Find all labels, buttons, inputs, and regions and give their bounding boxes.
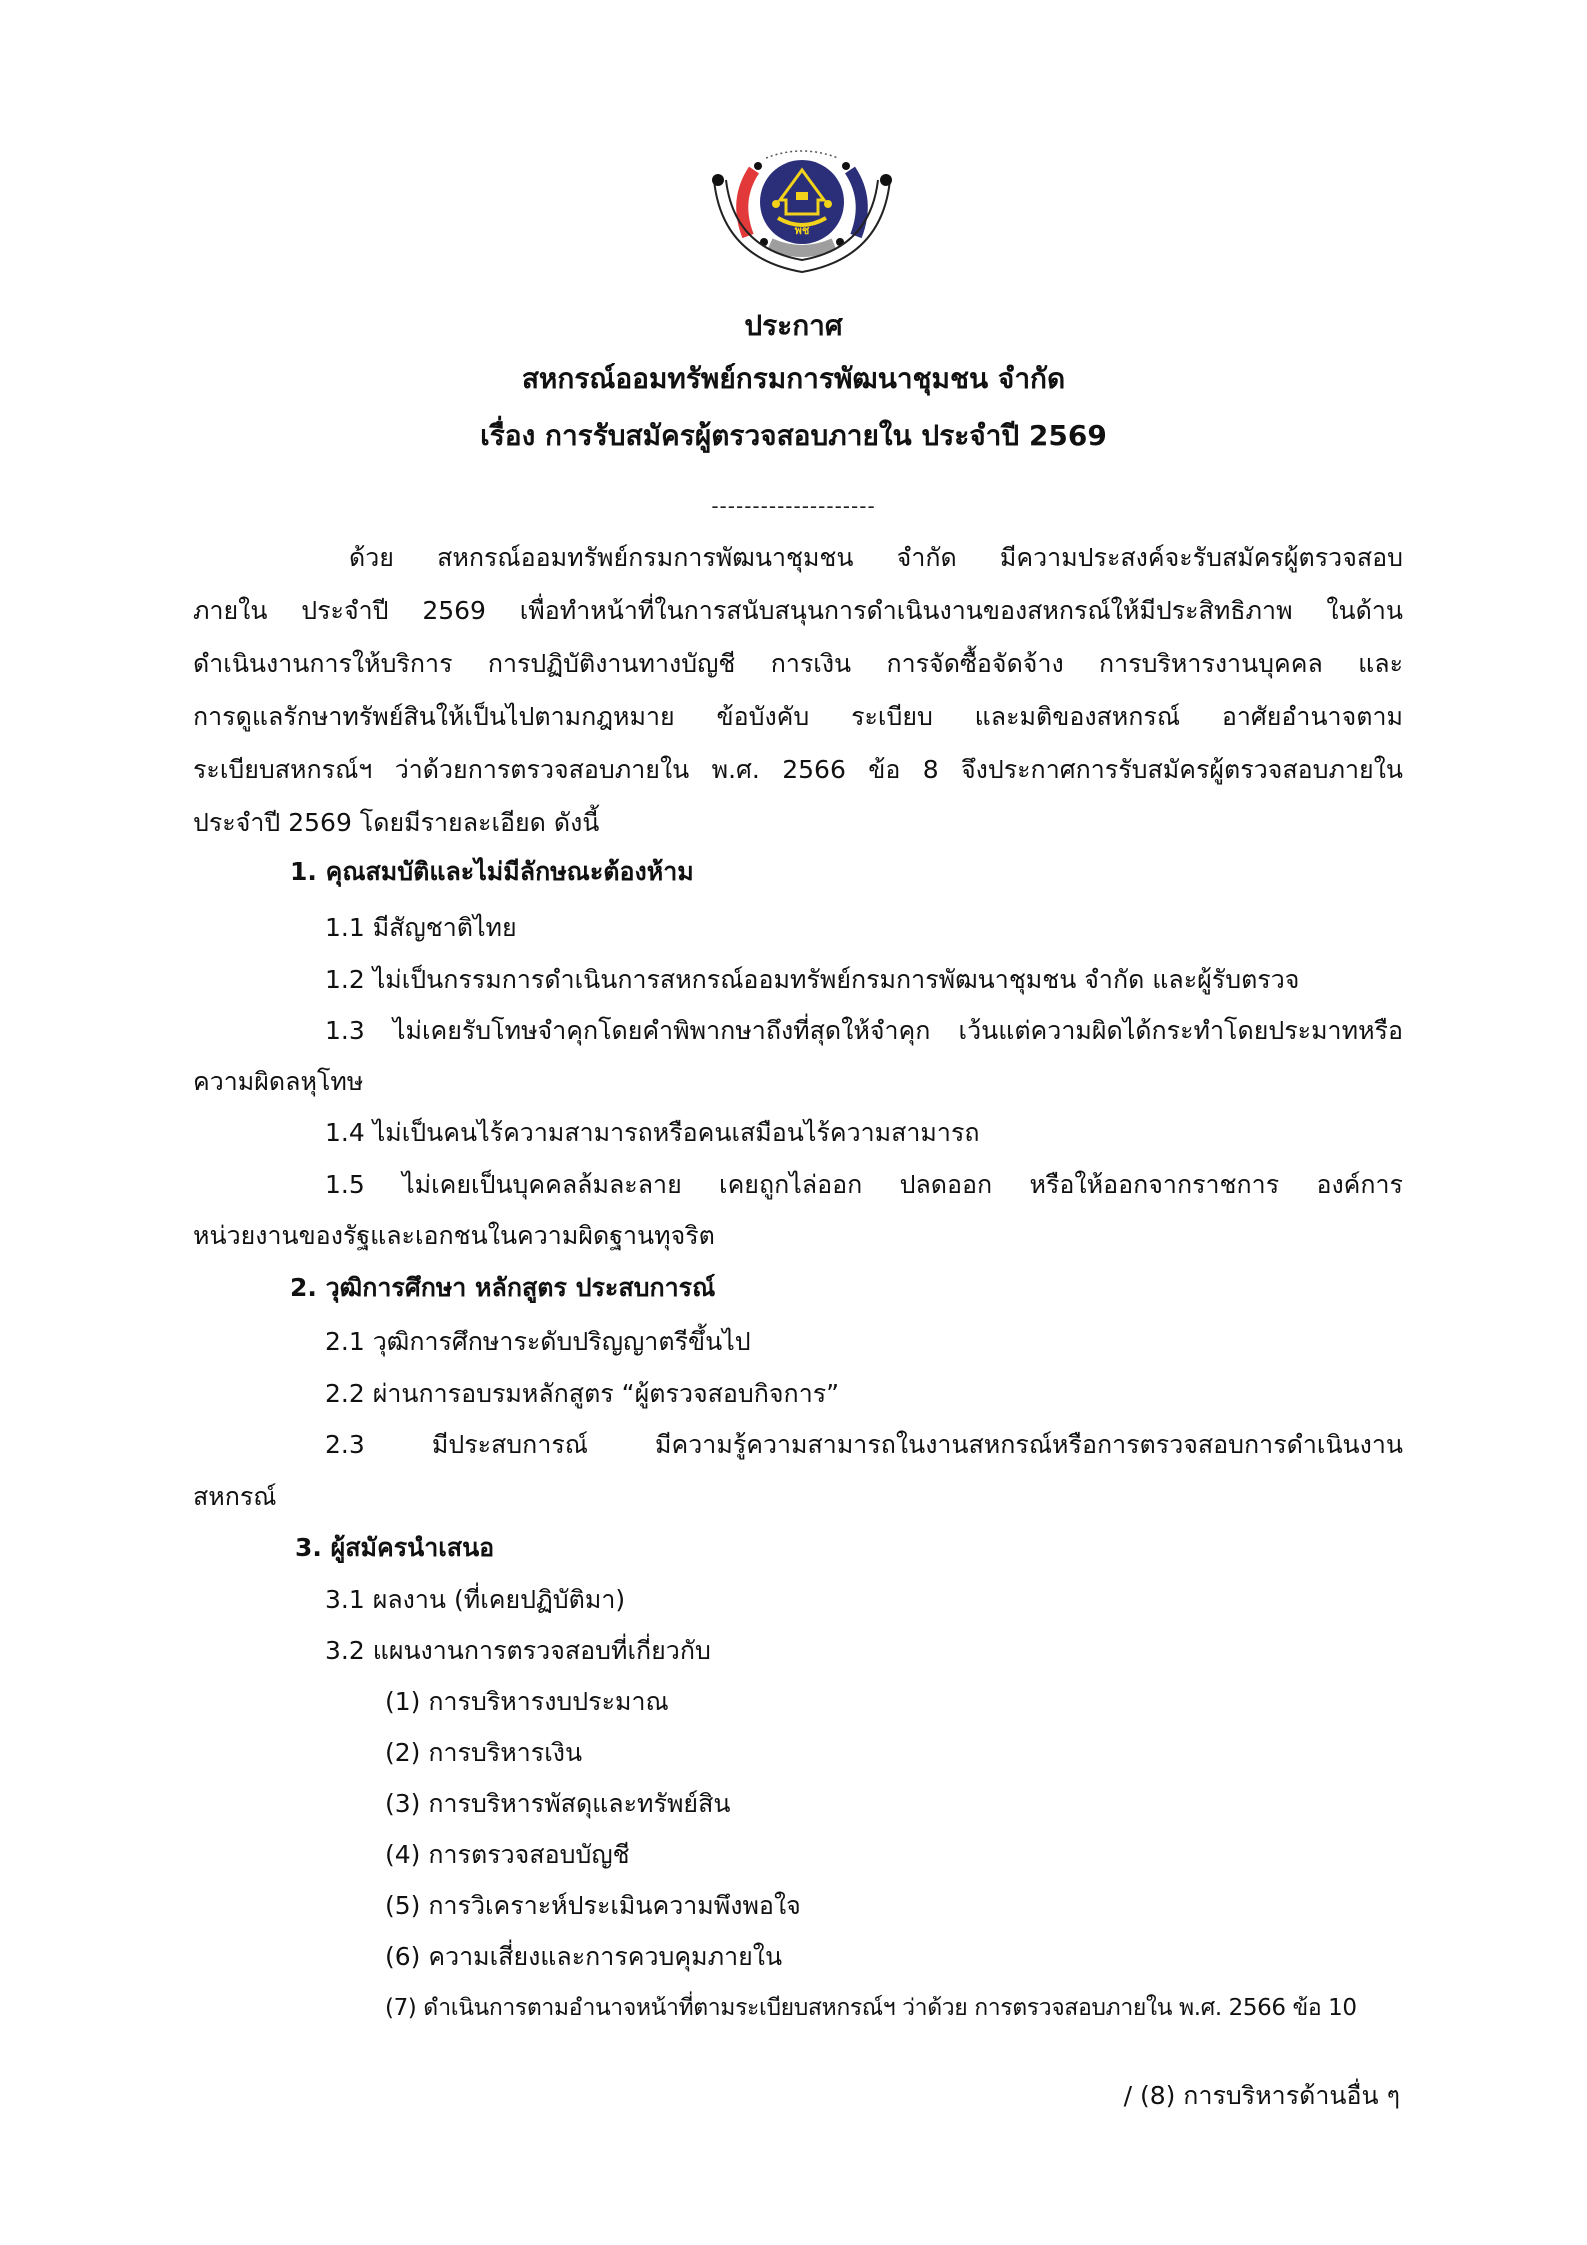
sub-list-item: (7) ดำเนินการตามอำนาจหน้าที่ตามระเบียบสหกรณ์ฯ ว่าด้วย การตรวจสอบภายใน พ.ศ. 2566 ข้อ 10 (385, 1995, 1357, 2021)
list-item: 3.1 ผลงาน (ที่เคยปฏิบัติมา) (325, 1585, 626, 1614)
sub-list-item: (3) การบริหารพัสดุและทรัพย์สิน (385, 1789, 731, 1818)
page-continuation: / (8) การบริหารด้านอื่น ๆ (1123, 2081, 1400, 2110)
intro-line: ด้วย สหกรณ์ออมทรัพย์กรมการพัฒนาชุมชน จำกัด มีความประสงค์จะรับสมัครผู้ตรวจสอบ (349, 543, 1403, 572)
section-heading: 2. วุฒิการศึกษา หลักสูตร ประสบการณ์ (290, 1273, 716, 1302)
section-heading: 1. คุณสมบัติและไม่มีลักษณะต้องห้าม (290, 857, 694, 886)
list-item: 1.4 ไม่เป็นคนไร้ความสามารถหรือคนเสมือนไร้ความสามารถ (325, 1118, 980, 1147)
intro-line: ประจำปี 2569 โดยมีรายละเอียด ดังนี้ (193, 808, 600, 837)
list-item-continuation: ความผิดลหุโทษ (193, 1067, 364, 1096)
section-heading: 3. ผู้สมัครนำเสนอ (295, 1533, 495, 1562)
cooperative-logo (704, 140, 900, 276)
intro-line: การดูแลรักษาทรัพย์สินให้เป็นไปตามกฎหมาย ข้อบังคับ ระเบียบ และมติของสหกรณ์ อาศัยอำนาจตาม (193, 702, 1403, 731)
list-item: 3.2 แผนงานการตรวจสอบที่เกี่ยวกับ (325, 1636, 711, 1665)
sub-list-item: (1) การบริหารงบประมาณ (385, 1687, 669, 1716)
sub-list-item: (5) การวิเคราะห์ประเมินความพึงพอใจ (385, 1891, 801, 1920)
organization-name: สหกรณ์ออมทรัพย์กรมการพัฒนาชุมชน จำกัด (521, 362, 1066, 395)
header-divider: -------------------- (711, 494, 876, 518)
intro-line: ดำเนินงานการให้บริการ การปฏิบัติงานทางบัญชี การเงิน การจัดซื้อจัดจ้าง การบริหารงานบุคคล และ (193, 649, 1403, 678)
list-item: 1.2 ไม่เป็นกรรมการดำเนินการสหกรณ์ออมทรัพย์กรมการพัฒนาชุมชน จำกัด และผู้รับตรวจ (325, 965, 1300, 994)
sub-list-item: (6) ความเสี่ยงและการควบคุมภายใน (385, 1942, 783, 1971)
list-item-continuation: สหกรณ์ (193, 1482, 277, 1511)
announcement-title: ประกาศ (744, 309, 843, 342)
intro-line: ระเบียบสหกรณ์ฯ ว่าด้วยการตรวจสอบภายใน พ.ศ. 2566 ข้อ 8 จึงประกาศการรับสมัครผู้ตรวจสอบภายใน (193, 755, 1403, 784)
sub-list-item: (4) การตรวจสอบบัญชี (385, 1840, 630, 1869)
list-item: 1.3 ไม่เคยรับโทษจำคุกโดยคำพิพากษาถึงที่สุดให้จำคุก เว้นแต่ความผิดได้กระทำโดยประมาทหรือ (325, 1016, 1403, 1045)
sub-list-item: (2) การบริหารเงิน (385, 1738, 583, 1767)
list-item: 1.5 ไม่เคยเป็นบุคคลล้มละลาย เคยถูกไล่ออก ปลดออก หรือให้ออกจากราชการ องค์การ (325, 1170, 1403, 1199)
announcement-subject: เรื่อง การรับสมัครผู้ตรวจสอบภายใน ประจำปี 2569 (480, 419, 1107, 452)
list-item: 2.1 วุฒิการศึกษาระดับปริญญาตรีขึ้นไป (325, 1327, 751, 1356)
list-item: 2.2 ผ่านการอบรมหลักสูตร “ผู้ตรวจสอบกิจการ” (325, 1379, 840, 1408)
list-item: 1.1 มีสัญชาติไทย (325, 913, 517, 942)
intro-line: ภายใน ประจำปี 2569 เพื่อทำหน้าที่ในการสนับสนุนการดำเนินงานของสหกรณ์ให้มีประสิทธิภาพ ในด้าน (193, 596, 1403, 625)
logo-emblem-icon (704, 140, 900, 276)
list-item: 2.3 มีประสบการณ์ มีความรู้ความสามารถในงานสหกรณ์หรือการตรวจสอบการดำเนินงาน (325, 1430, 1403, 1459)
svg-text:พช: พช (794, 224, 810, 237)
list-item-continuation: หน่วยงานของรัฐและเอกชนในความผิดฐานทุจริต (193, 1221, 715, 1250)
